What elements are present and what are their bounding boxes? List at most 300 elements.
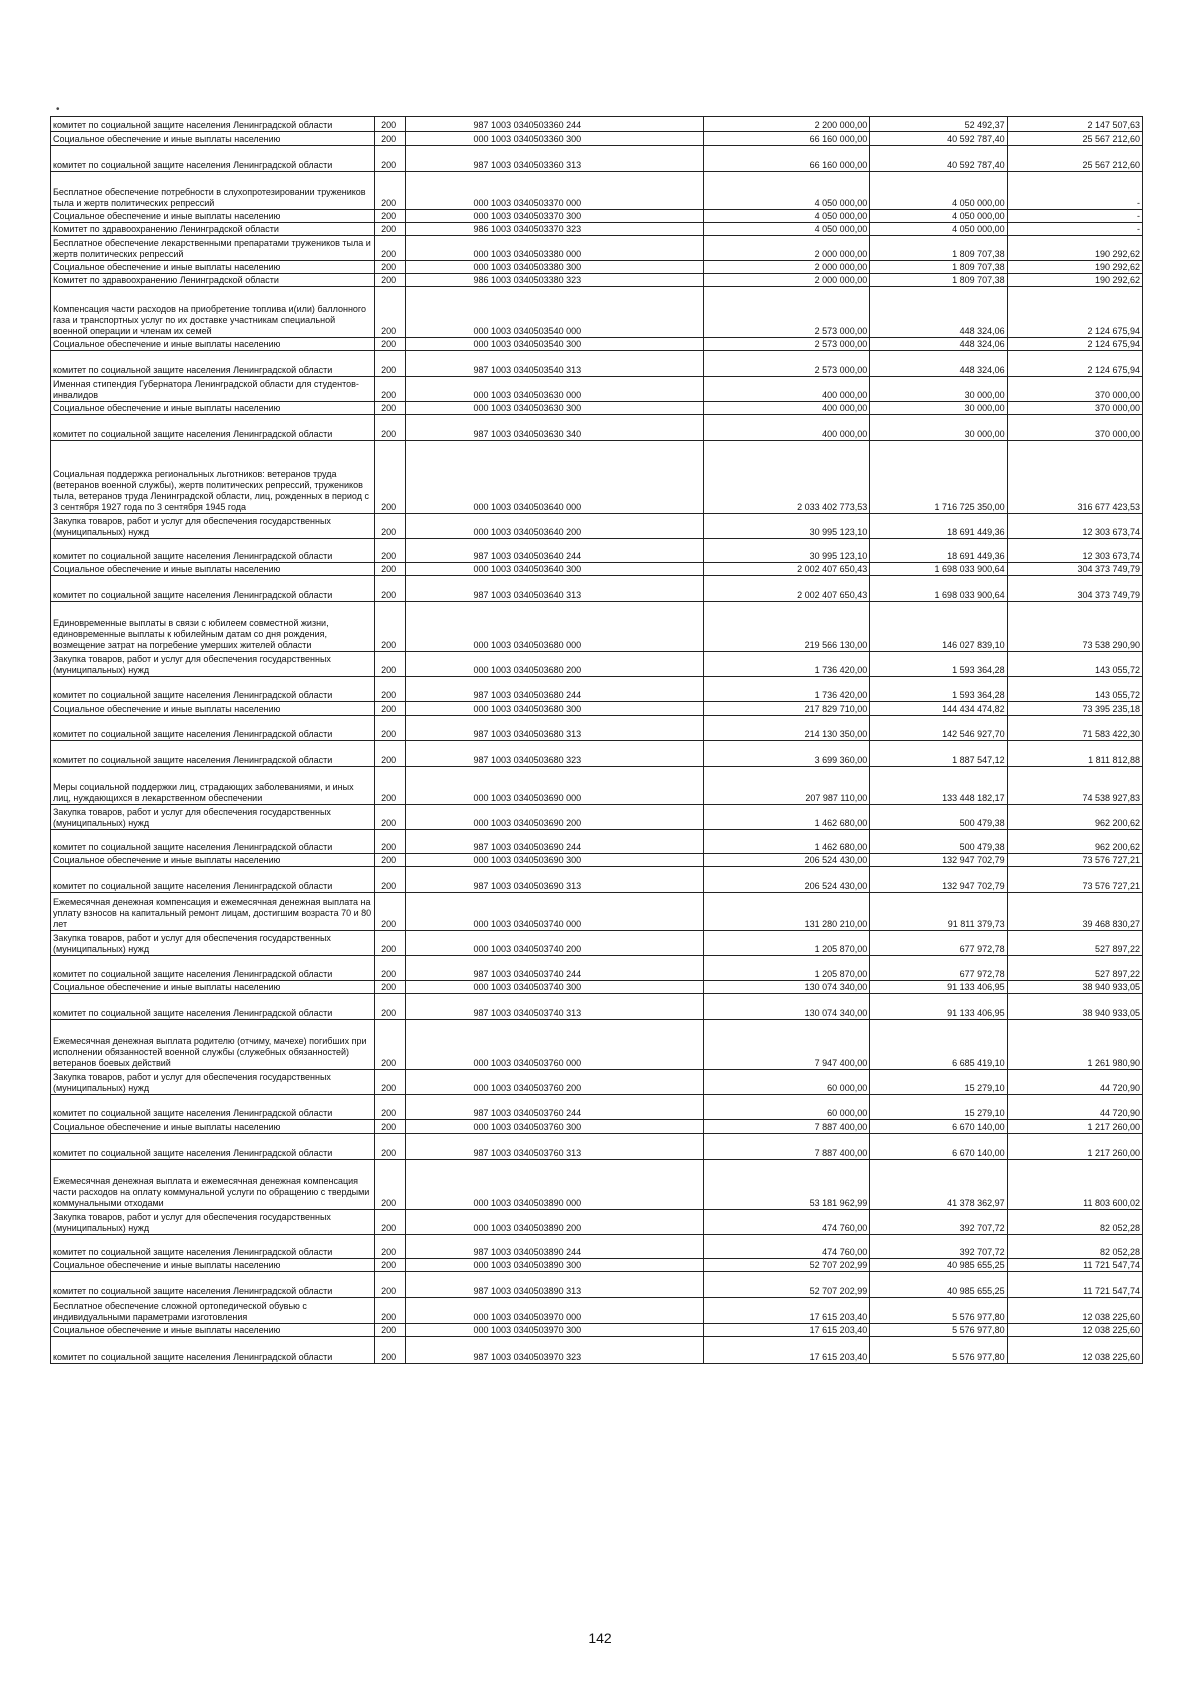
row-remaining-amount: 44 720,90 xyxy=(1007,1095,1142,1120)
table-row xyxy=(51,867,1143,893)
row-approved-amount: 130 074 340,00 xyxy=(704,994,870,1020)
row-name: Закупка товаров, работ и услуг для обеспечения государственных (муниципальных) нужд xyxy=(51,1210,375,1235)
table-row xyxy=(51,274,1143,287)
row-name: комитет по социальной защите населения Ленинградской области xyxy=(51,146,375,172)
table-row xyxy=(51,377,1143,402)
row-line-code: 200 xyxy=(375,274,405,287)
row-approved-amount: 214 130 350,00 xyxy=(704,716,870,741)
row-budget-classification-code: 987 1003 0340503640 244 xyxy=(405,539,704,563)
row-approved-amount: 52 707 202,99 xyxy=(704,1272,870,1298)
row-line-code: 200 xyxy=(375,132,405,146)
row-name: комитет по социальной защите населения Ленинградской области xyxy=(51,994,375,1020)
row-line-code: 200 xyxy=(375,441,405,514)
row-approved-amount: 2 573 000,00 xyxy=(704,338,870,351)
row-approved-amount: 60 000,00 xyxy=(704,1095,870,1120)
row-line-code: 200 xyxy=(375,514,405,539)
row-name: Комитет по здравоохранению Ленинградской области xyxy=(51,274,375,287)
row-name: Именная стипендия Губернатора Ленинградской области для студентов-инвалидов xyxy=(51,377,375,402)
table-row xyxy=(51,602,1143,652)
row-approved-amount: 7 947 400,00 xyxy=(704,1020,870,1070)
row-approved-amount: 217 829 710,00 xyxy=(704,702,870,716)
row-budget-classification-code: 987 1003 0340503890 244 xyxy=(405,1235,704,1259)
row-approved-amount: 130 074 340,00 xyxy=(704,981,870,994)
row-name: комитет по социальной защите населения Ленинградской области xyxy=(51,867,375,893)
row-executed-amount: 146 027 839,10 xyxy=(870,602,1007,652)
row-approved-amount: 2 573 000,00 xyxy=(704,287,870,338)
row-executed-amount: 144 434 474,82 xyxy=(870,702,1007,716)
row-executed-amount: 91 133 406,95 xyxy=(870,981,1007,994)
scan-mark: • xyxy=(56,104,60,115)
row-budget-classification-code: 000 1003 0340503380 000 xyxy=(405,236,704,261)
table-row xyxy=(51,146,1143,172)
table-row xyxy=(51,741,1143,767)
table-row xyxy=(51,539,1143,563)
row-remaining-amount: - xyxy=(1007,210,1142,223)
row-remaining-amount: 12 038 225,60 xyxy=(1007,1298,1142,1324)
row-remaining-amount: 11 721 547,74 xyxy=(1007,1272,1142,1298)
table-row xyxy=(51,1272,1143,1298)
row-remaining-amount: 370 000,00 xyxy=(1007,415,1142,441)
row-executed-amount: 91 811 379,73 xyxy=(870,893,1007,931)
row-budget-classification-code: 000 1003 0340503640 200 xyxy=(405,514,704,539)
row-executed-amount: 5 576 977,80 xyxy=(870,1298,1007,1324)
row-approved-amount: 30 995 123,10 xyxy=(704,539,870,563)
row-executed-amount: 500 479,38 xyxy=(870,805,1007,830)
table-row xyxy=(51,652,1143,677)
row-line-code: 200 xyxy=(375,1259,405,1272)
table-row xyxy=(51,1337,1143,1364)
row-line-code: 200 xyxy=(375,981,405,994)
row-line-code: 200 xyxy=(375,1210,405,1235)
row-name: Социальная поддержка региональных льготников: ветеранов труда (ветеранов военной службы), жертв политических репрессий, тружеников тыла, ветеранов труда Ленинградской области, лиц, рожденных в период с 3 сентября 1927 года по 3 сентября 1945 года xyxy=(51,441,375,514)
row-approved-amount: 4 050 000,00 xyxy=(704,210,870,223)
table-row xyxy=(51,117,1143,132)
row-executed-amount: 40 985 655,25 xyxy=(870,1259,1007,1272)
row-remaining-amount: 1 217 260,00 xyxy=(1007,1120,1142,1134)
row-executed-amount: 5 576 977,80 xyxy=(870,1337,1007,1364)
row-name: Социальное обеспечение и иные выплаты населению xyxy=(51,338,375,351)
row-remaining-amount: - xyxy=(1007,172,1142,210)
row-approved-amount: 1 736 420,00 xyxy=(704,652,870,677)
row-line-code: 200 xyxy=(375,576,405,602)
table-row xyxy=(51,931,1143,956)
row-remaining-amount: 11 803 600,02 xyxy=(1007,1160,1142,1210)
row-line-code: 200 xyxy=(375,210,405,223)
row-line-code: 200 xyxy=(375,830,405,854)
table-row xyxy=(51,1298,1143,1324)
row-name: комитет по социальной защите населения Ленинградской области xyxy=(51,1235,375,1259)
row-name: Социальное обеспечение и иные выплаты населению xyxy=(51,210,375,223)
row-line-code: 200 xyxy=(375,652,405,677)
row-line-code: 200 xyxy=(375,931,405,956)
row-name: Социальное обеспечение и иные выплаты населению xyxy=(51,402,375,415)
row-name: комитет по социальной защите населения Ленинградской области xyxy=(51,415,375,441)
row-line-code: 200 xyxy=(375,261,405,274)
row-remaining-amount: 12 038 225,60 xyxy=(1007,1324,1142,1337)
row-name: комитет по социальной защите населения Ленинградской области xyxy=(51,1134,375,1160)
table-row xyxy=(51,854,1143,867)
row-budget-classification-code: 987 1003 0340503740 313 xyxy=(405,994,704,1020)
row-budget-classification-code: 987 1003 0340503890 313 xyxy=(405,1272,704,1298)
row-name: Закупка товаров, работ и услуг для обеспечения государственных (муниципальных) нужд xyxy=(51,931,375,956)
row-remaining-amount: 316 677 423,53 xyxy=(1007,441,1142,514)
row-remaining-amount: 143 055,72 xyxy=(1007,652,1142,677)
row-budget-classification-code: 987 1003 0340503740 244 xyxy=(405,956,704,981)
row-approved-amount: 1 205 870,00 xyxy=(704,931,870,956)
row-budget-classification-code: 000 1003 0340503680 300 xyxy=(405,702,704,716)
row-line-code: 200 xyxy=(375,677,405,702)
row-approved-amount: 2 033 402 773,53 xyxy=(704,441,870,514)
row-budget-classification-code: 000 1003 0340503380 300 xyxy=(405,261,704,274)
table-row xyxy=(51,415,1143,441)
table-row xyxy=(51,1020,1143,1070)
row-line-code: 200 xyxy=(375,994,405,1020)
table-row xyxy=(51,210,1143,223)
row-approved-amount: 53 181 962,99 xyxy=(704,1160,870,1210)
row-line-code: 200 xyxy=(375,563,405,576)
table-row xyxy=(51,1134,1143,1160)
table-row xyxy=(51,1070,1143,1095)
row-executed-amount: 40 592 787,40 xyxy=(870,132,1007,146)
row-line-code: 200 xyxy=(375,236,405,261)
row-name: комитет по социальной защите населения Ленинградской области xyxy=(51,117,375,132)
row-approved-amount: 206 524 430,00 xyxy=(704,854,870,867)
row-name: Социальное обеспечение и иные выплаты населению xyxy=(51,563,375,576)
row-budget-classification-code: 987 1003 0340503760 244 xyxy=(405,1095,704,1120)
row-budget-classification-code: 000 1003 0340503630 300 xyxy=(405,402,704,415)
row-remaining-amount: 2 124 675,94 xyxy=(1007,287,1142,338)
row-name: Социальное обеспечение и иные выплаты населению xyxy=(51,702,375,716)
row-executed-amount: 15 279,10 xyxy=(870,1095,1007,1120)
row-approved-amount: 1 462 680,00 xyxy=(704,830,870,854)
row-budget-classification-code: 000 1003 0340503680 000 xyxy=(405,602,704,652)
table-row xyxy=(51,981,1143,994)
row-remaining-amount: 2 124 675,94 xyxy=(1007,351,1142,377)
row-approved-amount: 52 707 202,99 xyxy=(704,1259,870,1272)
row-executed-amount: 142 546 927,70 xyxy=(870,716,1007,741)
row-executed-amount: 677 972,78 xyxy=(870,956,1007,981)
row-name: Единовременные выплаты в связи с юбилеем совместной жизни, единовременные выплаты к юбилейным датам со дня рождения, возмещение затрат на погребение умерших жителей области xyxy=(51,602,375,652)
row-budget-classification-code: 000 1003 0340503760 000 xyxy=(405,1020,704,1070)
row-remaining-amount: 25 567 212,60 xyxy=(1007,146,1142,172)
row-budget-classification-code: 000 1003 0340503740 000 xyxy=(405,893,704,931)
table-row xyxy=(51,563,1143,576)
table-row xyxy=(51,132,1143,146)
row-line-code: 200 xyxy=(375,287,405,338)
row-budget-classification-code: 000 1003 0340503760 200 xyxy=(405,1070,704,1095)
table-row xyxy=(51,716,1143,741)
row-budget-classification-code: 000 1003 0340503540 000 xyxy=(405,287,704,338)
row-line-code: 200 xyxy=(375,1324,405,1337)
row-executed-amount: 500 479,38 xyxy=(870,830,1007,854)
row-line-code: 200 xyxy=(375,1020,405,1070)
row-line-code: 200 xyxy=(375,602,405,652)
row-budget-classification-code: 000 1003 0340503690 300 xyxy=(405,854,704,867)
row-remaining-amount: 71 583 422,30 xyxy=(1007,716,1142,741)
row-approved-amount: 474 760,00 xyxy=(704,1210,870,1235)
row-budget-classification-code: 000 1003 0340503690 200 xyxy=(405,805,704,830)
row-name: комитет по социальной защите населения Ленинградской области xyxy=(51,576,375,602)
row-executed-amount: 6 670 140,00 xyxy=(870,1134,1007,1160)
row-name: Закупка товаров, работ и услуг для обеспечения государственных (муниципальных) нужд xyxy=(51,652,375,677)
row-executed-amount: 91 133 406,95 xyxy=(870,994,1007,1020)
row-executed-amount: 1 809 707,38 xyxy=(870,236,1007,261)
row-approved-amount: 400 000,00 xyxy=(704,415,870,441)
row-name: Ежемесячная денежная компенсация и ежемесячная денежная выплата на уплату взносов на капитальный ремонт лицам, достигшим возраста 70 и 80 лет xyxy=(51,893,375,931)
table-row xyxy=(51,702,1143,716)
row-line-code: 200 xyxy=(375,805,405,830)
row-remaining-amount: 190 292,62 xyxy=(1007,236,1142,261)
row-remaining-amount: 1 217 260,00 xyxy=(1007,1134,1142,1160)
row-executed-amount: 392 707,72 xyxy=(870,1210,1007,1235)
row-name: комитет по социальной защите населения Ленинградской области xyxy=(51,351,375,377)
row-executed-amount: 5 576 977,80 xyxy=(870,1324,1007,1337)
row-line-code: 200 xyxy=(375,415,405,441)
row-executed-amount: 448 324,06 xyxy=(870,351,1007,377)
row-remaining-amount: 44 720,90 xyxy=(1007,1070,1142,1095)
row-approved-amount: 474 760,00 xyxy=(704,1235,870,1259)
row-executed-amount: 4 050 000,00 xyxy=(870,210,1007,223)
row-budget-classification-code: 000 1003 0340503890 300 xyxy=(405,1259,704,1272)
row-executed-amount: 1 809 707,38 xyxy=(870,274,1007,287)
row-remaining-amount: 73 538 290,90 xyxy=(1007,602,1142,652)
row-line-code: 200 xyxy=(375,767,405,805)
row-remaining-amount: 962 200,62 xyxy=(1007,830,1142,854)
row-remaining-amount: 74 538 927,83 xyxy=(1007,767,1142,805)
row-approved-amount: 2 573 000,00 xyxy=(704,351,870,377)
row-approved-amount: 207 987 110,00 xyxy=(704,767,870,805)
row-name: Ежемесячная денежная выплата родителю (отчиму, мачехе) погибших при исполнении обязанностей военной службы (служебных обязанностей) ветеранов боевых действий xyxy=(51,1020,375,1070)
row-line-code: 200 xyxy=(375,117,405,132)
row-remaining-amount: 190 292,62 xyxy=(1007,274,1142,287)
row-approved-amount: 400 000,00 xyxy=(704,402,870,415)
row-name: комитет по социальной защите населения Ленинградской области xyxy=(51,677,375,702)
row-line-code: 200 xyxy=(375,956,405,981)
row-approved-amount: 66 160 000,00 xyxy=(704,132,870,146)
row-line-code: 200 xyxy=(375,338,405,351)
row-approved-amount: 1 462 680,00 xyxy=(704,805,870,830)
row-line-code: 200 xyxy=(375,1298,405,1324)
row-remaining-amount: 1 811 812,88 xyxy=(1007,741,1142,767)
row-remaining-amount: 39 468 830,27 xyxy=(1007,893,1142,931)
row-approved-amount: 4 050 000,00 xyxy=(704,223,870,236)
row-line-code: 200 xyxy=(375,1235,405,1259)
table-row xyxy=(51,994,1143,1020)
row-name: Социальное обеспечение и иные выплаты населению xyxy=(51,1324,375,1337)
table-row xyxy=(51,351,1143,377)
row-approved-amount: 3 699 360,00 xyxy=(704,741,870,767)
row-remaining-amount: 11 721 547,74 xyxy=(1007,1259,1142,1272)
row-approved-amount: 206 524 430,00 xyxy=(704,867,870,893)
row-name: Бесплатное обеспечение лекарственными препаратами тружеников тыла и жертв политических репрессий xyxy=(51,236,375,261)
row-budget-classification-code: 987 1003 0340503680 313 xyxy=(405,716,704,741)
row-remaining-amount: 12 303 673,74 xyxy=(1007,514,1142,539)
row-name: комитет по социальной защите населения Ленинградской области xyxy=(51,1272,375,1298)
row-approved-amount: 2 200 000,00 xyxy=(704,117,870,132)
row-budget-classification-code: 000 1003 0340503690 000 xyxy=(405,767,704,805)
row-name: Закупка товаров, работ и услуг для обеспечения государственных (муниципальных) нужд xyxy=(51,514,375,539)
row-remaining-amount: 82 052,28 xyxy=(1007,1210,1142,1235)
row-remaining-amount: 370 000,00 xyxy=(1007,402,1142,415)
row-budget-classification-code: 000 1003 0340503370 000 xyxy=(405,172,704,210)
row-budget-classification-code: 987 1003 0340503360 244 xyxy=(405,117,704,132)
row-line-code: 200 xyxy=(375,1120,405,1134)
row-executed-amount: 1 716 725 350,00 xyxy=(870,441,1007,514)
table-row xyxy=(51,223,1143,236)
row-approved-amount: 400 000,00 xyxy=(704,377,870,402)
row-line-code: 200 xyxy=(375,351,405,377)
row-name: Социальное обеспечение и иные выплаты населению xyxy=(51,854,375,867)
row-budget-classification-code: 986 1003 0340503370 323 xyxy=(405,223,704,236)
row-name: Комитет по здравоохранению Ленинградской области xyxy=(51,223,375,236)
row-line-code: 200 xyxy=(375,867,405,893)
row-remaining-amount: 962 200,62 xyxy=(1007,805,1142,830)
row-approved-amount: 30 995 123,10 xyxy=(704,514,870,539)
table-row xyxy=(51,956,1143,981)
row-executed-amount: 1 809 707,38 xyxy=(870,261,1007,274)
row-executed-amount: 4 050 000,00 xyxy=(870,172,1007,210)
table-body xyxy=(51,117,1143,1364)
row-budget-classification-code: 987 1003 0340503680 323 xyxy=(405,741,704,767)
table-row xyxy=(51,830,1143,854)
row-name: комитет по социальной защите населения Ленинградской области xyxy=(51,539,375,563)
row-remaining-amount: 12 038 225,60 xyxy=(1007,1337,1142,1364)
row-line-code: 200 xyxy=(375,377,405,402)
row-remaining-amount: 73 576 727,21 xyxy=(1007,867,1142,893)
row-executed-amount: 41 378 362,97 xyxy=(870,1160,1007,1210)
row-executed-amount: 132 947 702,79 xyxy=(870,867,1007,893)
row-executed-amount: 133 448 182,17 xyxy=(870,767,1007,805)
row-remaining-amount: 73 395 235,18 xyxy=(1007,702,1142,716)
row-budget-classification-code: 987 1003 0340503630 340 xyxy=(405,415,704,441)
table-row xyxy=(51,1324,1143,1337)
row-executed-amount: 18 691 449,36 xyxy=(870,514,1007,539)
row-line-code: 200 xyxy=(375,1095,405,1120)
row-name: Бесплатное обеспечение потребности в слухопротезировании тружеников тыла и жертв политических репрессий xyxy=(51,172,375,210)
row-approved-amount: 7 887 400,00 xyxy=(704,1134,870,1160)
row-remaining-amount: 527 897,22 xyxy=(1007,931,1142,956)
table-row xyxy=(51,893,1143,931)
table-row xyxy=(51,1120,1143,1134)
table-row xyxy=(51,338,1143,351)
row-budget-classification-code: 000 1003 0340503640 300 xyxy=(405,563,704,576)
row-budget-classification-code: 987 1003 0340503680 244 xyxy=(405,677,704,702)
table-row xyxy=(51,1160,1143,1210)
budget-table-container xyxy=(50,116,1143,1364)
row-approved-amount: 60 000,00 xyxy=(704,1070,870,1095)
row-approved-amount: 1 205 870,00 xyxy=(704,956,870,981)
row-name: Закупка товаров, работ и услуг для обеспечения государственных (муниципальных) нужд xyxy=(51,805,375,830)
row-line-code: 200 xyxy=(375,893,405,931)
row-approved-amount: 2 000 000,00 xyxy=(704,236,870,261)
table-row xyxy=(51,402,1143,415)
row-name: Социальное обеспечение и иные выплаты населению xyxy=(51,132,375,146)
row-remaining-amount: 73 576 727,21 xyxy=(1007,854,1142,867)
table-row xyxy=(51,514,1143,539)
row-line-code: 200 xyxy=(375,1134,405,1160)
row-approved-amount: 2 000 000,00 xyxy=(704,261,870,274)
row-budget-classification-code: 987 1003 0340503640 313 xyxy=(405,576,704,602)
row-executed-amount: 30 000,00 xyxy=(870,402,1007,415)
row-name: комитет по социальной защите населения Ленинградской области xyxy=(51,716,375,741)
table-row xyxy=(51,805,1143,830)
row-remaining-amount: 304 373 749,79 xyxy=(1007,563,1142,576)
row-executed-amount: 448 324,06 xyxy=(870,287,1007,338)
row-line-code: 200 xyxy=(375,223,405,236)
table-row xyxy=(51,287,1143,338)
row-executed-amount: 52 492,37 xyxy=(870,117,1007,132)
row-name: комитет по социальной защите населения Ленинградской области xyxy=(51,956,375,981)
row-budget-classification-code: 000 1003 0340503760 300 xyxy=(405,1120,704,1134)
row-name: комитет по социальной защите населения Ленинградской области xyxy=(51,1337,375,1364)
row-approved-amount: 2 000 000,00 xyxy=(704,274,870,287)
row-approved-amount: 2 002 407 650,43 xyxy=(704,576,870,602)
row-budget-classification-code: 987 1003 0340503690 244 xyxy=(405,830,704,854)
row-name: Социальное обеспечение и иные выплаты населению xyxy=(51,1120,375,1134)
table-row xyxy=(51,576,1143,602)
row-budget-classification-code: 000 1003 0340503740 200 xyxy=(405,931,704,956)
row-remaining-amount: 25 567 212,60 xyxy=(1007,132,1142,146)
row-line-code: 200 xyxy=(375,1160,405,1210)
row-budget-classification-code: 000 1003 0340503360 300 xyxy=(405,132,704,146)
row-budget-classification-code: 000 1003 0340503890 000 xyxy=(405,1160,704,1210)
row-remaining-amount: 38 940 933,05 xyxy=(1007,994,1142,1020)
row-remaining-amount: 38 940 933,05 xyxy=(1007,981,1142,994)
row-approved-amount: 131 280 210,00 xyxy=(704,893,870,931)
table-row xyxy=(51,1095,1143,1120)
budget-execution-table xyxy=(50,116,1143,1364)
row-budget-classification-code: 987 1003 0340503690 313 xyxy=(405,867,704,893)
row-name: Меры социальной поддержки лиц, страдающих заболеваниями, и иных лиц, нуждающихся в лекарственном обеспечении xyxy=(51,767,375,805)
row-line-code: 200 xyxy=(375,854,405,867)
row-line-code: 200 xyxy=(375,1272,405,1298)
row-budget-classification-code: 000 1003 0340503740 300 xyxy=(405,981,704,994)
row-approved-amount: 219 566 130,00 xyxy=(704,602,870,652)
row-executed-amount: 677 972,78 xyxy=(870,931,1007,956)
row-remaining-amount: 82 052,28 xyxy=(1007,1235,1142,1259)
row-remaining-amount: 2 124 675,94 xyxy=(1007,338,1142,351)
row-line-code: 200 xyxy=(375,539,405,563)
row-remaining-amount: 12 303 673,74 xyxy=(1007,539,1142,563)
row-name: комитет по социальной защите населения Ленинградской области xyxy=(51,1095,375,1120)
row-approved-amount: 1 736 420,00 xyxy=(704,677,870,702)
row-executed-amount: 15 279,10 xyxy=(870,1070,1007,1095)
table-row xyxy=(51,236,1143,261)
row-remaining-amount: 304 373 749,79 xyxy=(1007,576,1142,602)
row-line-code: 200 xyxy=(375,716,405,741)
row-budget-classification-code: 000 1003 0340503970 000 xyxy=(405,1298,704,1324)
row-name: Закупка товаров, работ и услуг для обеспечения государственных (муниципальных) нужд xyxy=(51,1070,375,1095)
row-line-code: 200 xyxy=(375,402,405,415)
row-name: Ежемесячная денежная выплата и ежемесячная денежная компенсация части расходов на оплату коммунальной услуги по обращению с твердыми коммунальными отходами xyxy=(51,1160,375,1210)
row-executed-amount: 6 685 419,10 xyxy=(870,1020,1007,1070)
row-name: Бесплатное обеспечение сложной ортопедической обувью с индивидуальными параметрами изготовления xyxy=(51,1298,375,1324)
row-name: комитет по социальной защите населения Ленинградской области xyxy=(51,830,375,854)
table-row xyxy=(51,677,1143,702)
row-approved-amount: 17 615 203,40 xyxy=(704,1298,870,1324)
row-executed-amount: 1 698 033 900,64 xyxy=(870,576,1007,602)
row-budget-classification-code: 987 1003 0340503540 313 xyxy=(405,351,704,377)
row-budget-classification-code: 000 1003 0340503890 200 xyxy=(405,1210,704,1235)
row-line-code: 200 xyxy=(375,1337,405,1364)
row-name: Социальное обеспечение и иные выплаты населению xyxy=(51,981,375,994)
row-budget-classification-code: 000 1003 0340503630 000 xyxy=(405,377,704,402)
row-approved-amount: 66 160 000,00 xyxy=(704,146,870,172)
row-remaining-amount: 190 292,62 xyxy=(1007,261,1142,274)
row-remaining-amount: 1 261 980,90 xyxy=(1007,1020,1142,1070)
table-row xyxy=(51,767,1143,805)
page-number: 142 xyxy=(588,1630,612,1646)
